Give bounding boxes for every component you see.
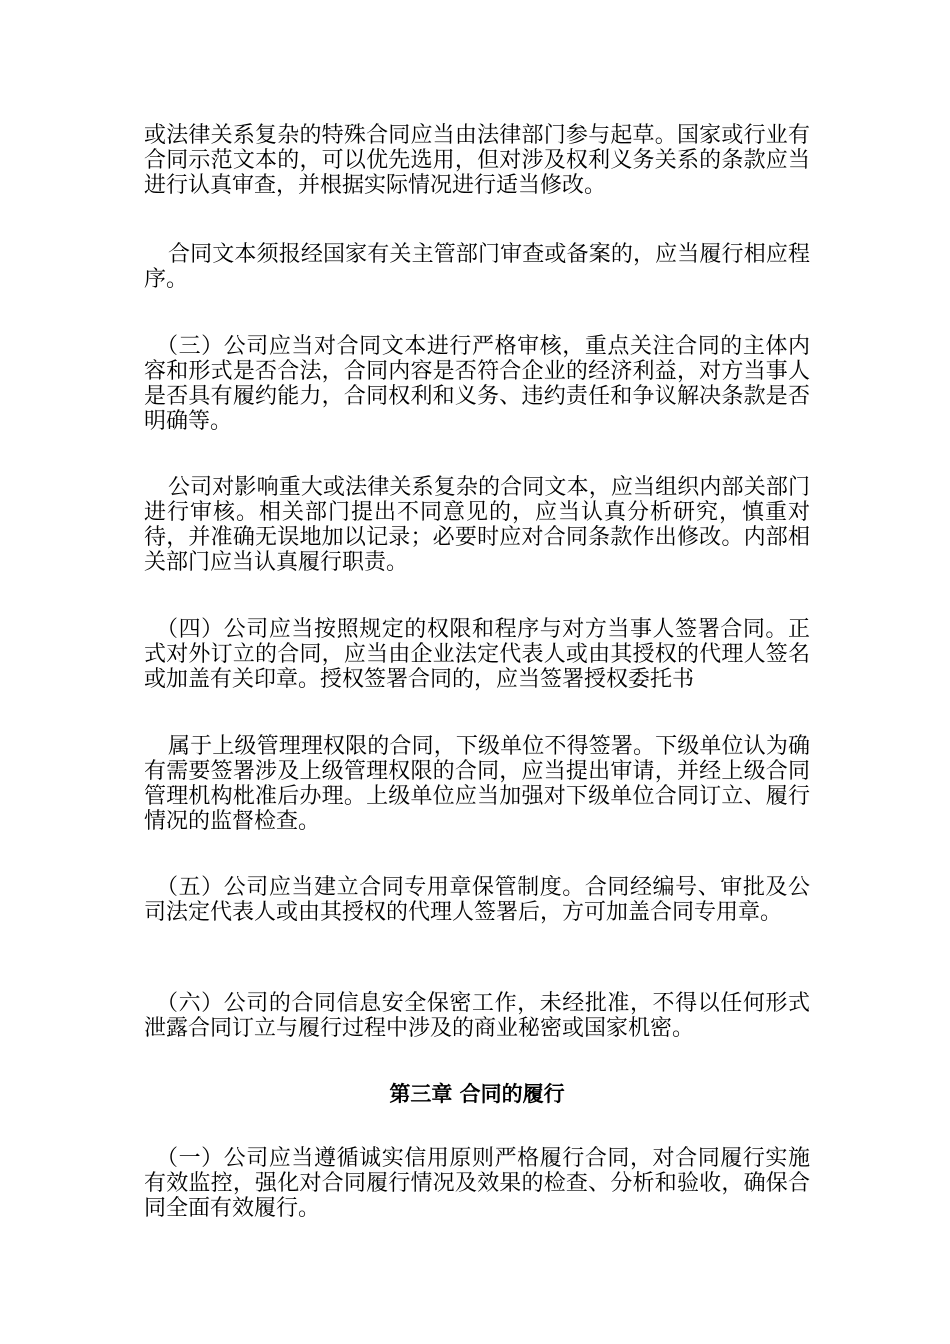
paragraph-drafting-special-contracts: 或法律关系复杂的特殊合同应当由法律部门参与起草。国家或行业有合同示范文本的，可以优先选用，但对涉及权利义务关系的条款应当进行认真审查，并根据实际情况进行适当修改。 xyxy=(144,123,810,198)
paragraph-superior-authority: 属于上级管理理权限的合同，下级单位不得签署。下级单位认为确有需要签署涉及上级管理权限的合同，应当提出审请，并经上级合同管理机构枇准后办理。上级单位应当加强对下级单位合同订立、履行情况的监督检查。 xyxy=(144,734,810,834)
paragraph-review-contract-text: （三）公司应当对合同文本进行严格审核，重点关注合同的主体内容和形式是否合法，合同内容是否符合企业的经济利益，对方当事人是否具有履约能力，合同权利和义务、违约责任和争议解决条款是否明确等。 xyxy=(144,334,810,434)
paragraph-internal-review: 公司对影响重大或法律关系复杂的合同文本，应当组织内部关部门进行审核。相关部门提出不同意见的，应当认真分析研究，慎重对待，并准确无误地加以记录；必要时应对合同条款作出修改。内部相关部门应当认真履行职责。 xyxy=(144,475,810,575)
paragraph-signing-contracts: （四）公司应当按照规定的权限和程序与对方当事人签署合同。正式对外订立的合同，应当由企业法定代表人或由其授权的代理人签名或加盖有关印章。授权签署合同的，应当签署授权委托书 xyxy=(144,617,810,692)
paragraph-filing-procedure: 合同文本须报经国家有关主管部门审查或备案的，应当履行相应程序。 xyxy=(144,242,810,292)
chapter-heading: 第三章 合同的履行 xyxy=(389,1082,565,1106)
paragraph-contract-performance: （一）公司应当遵循诚实信用原则严格履行合同，对合同履行实施有效监控，强化对合同履行情况及效果的检查、分析和验收，确保合同全面有效履行。 xyxy=(144,1146,810,1221)
paragraph-contract-seal: （五）公司应当建立合同专用章保管制度。合同经编号、审批及公司法定代表人或由其授权的代理人签署后，方可加盖合同专用章。 xyxy=(144,875,810,925)
paragraph-confidentiality: （六）公司的合同信息安全保密工作，未经批准，不得以任何形式泄露合同订立与履行过程中涉及的商业秘密或国家机密。 xyxy=(144,991,810,1041)
